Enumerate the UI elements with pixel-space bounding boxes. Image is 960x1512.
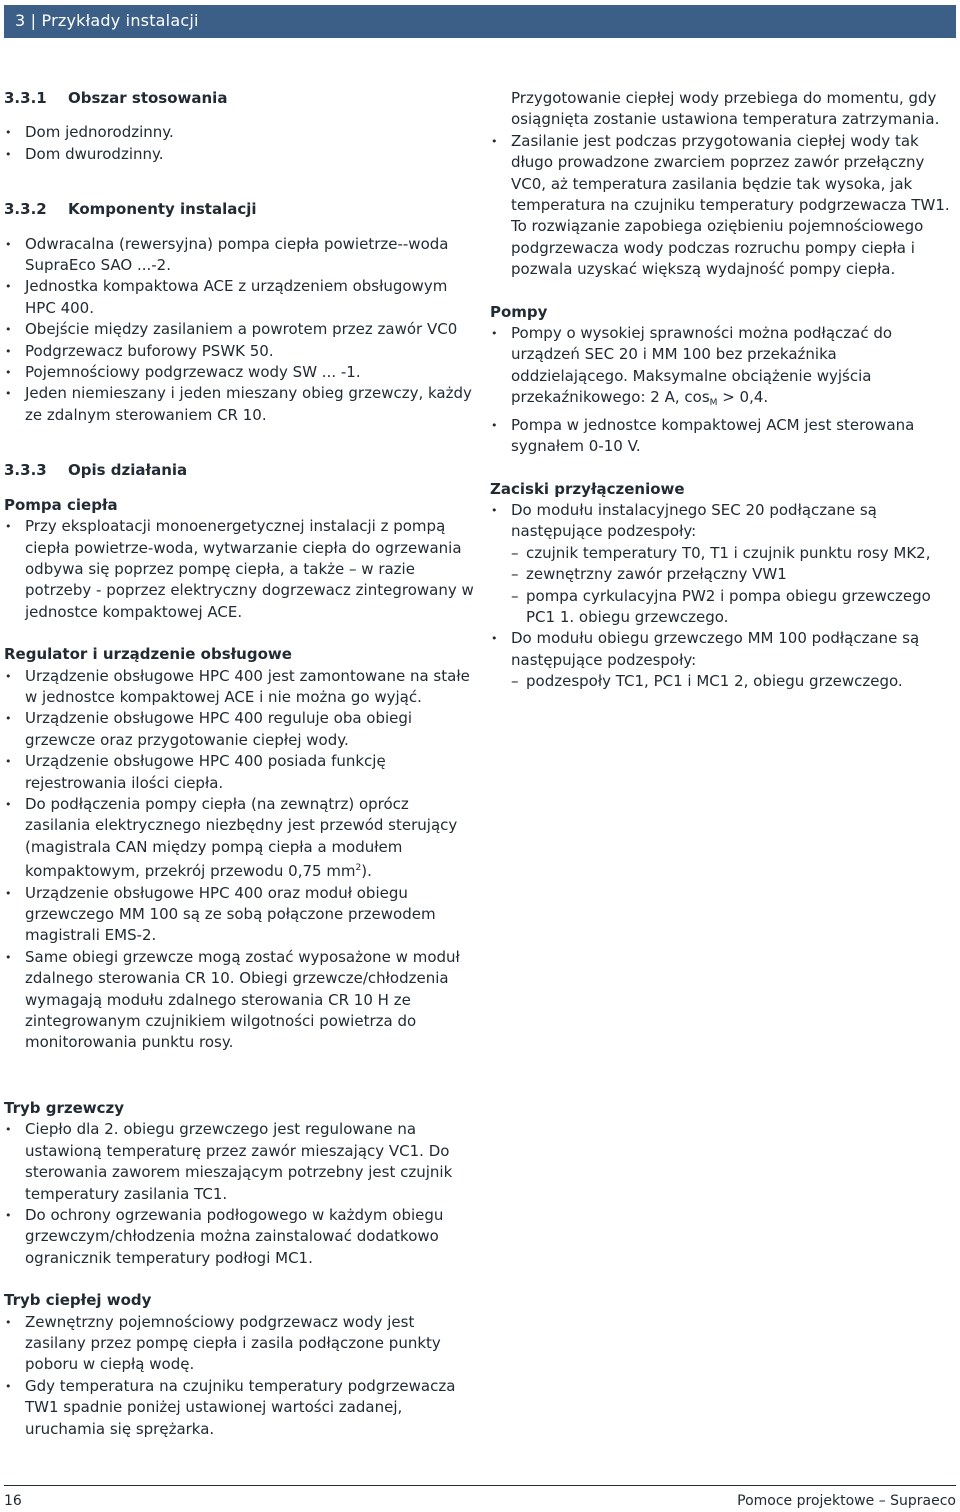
- section-title: Obszar stosowania: [68, 89, 228, 107]
- list-item: • Urządzenie obsługowe HPC 400 oraz moduł obiegu grzewczego MM 100 są ze sobą połączone przewodem magistrali EMS-2.: [4, 883, 474, 947]
- list-item: • Odwracalna (rewersyjna) pompa ciepła powietrze--woda SupraEco SAO ...-2.: [4, 234, 474, 277]
- list-item: • Podgrzewacz buforowy PSWK 50.: [4, 341, 474, 362]
- subheading-hot-water-mode: Tryb ciepłej wody: [4, 1291, 152, 1310]
- section-number: 3.3.2: [4, 200, 47, 219]
- section-heading-3-3-1: [4, 88, 474, 109]
- list-item: • Ciepło dla 2. obiegu grzewczego jest regulowane na ustawioną temperaturę przez zawór mieszający VC1. Do sterowania zaworem mieszającym potrzebny jest czujnik temperatury zasilania TC1.: [4, 1119, 474, 1205]
- heating-mode-list: [4, 1119, 474, 1269]
- sub-list-item: – podzespoły TC1, PC1 i MC1 2, obiegu grzewczego.: [511, 671, 958, 692]
- list-item: • Obejście między zasilaniem a powrotem przez zawór VC0: [4, 319, 474, 340]
- list-item-text-end: > 0,4.: [717, 388, 769, 407]
- application-list: [4, 122, 474, 165]
- subheading-heat-pump: Pompa ciepła: [4, 495, 118, 514]
- subscript: M: [709, 398, 718, 409]
- list-item: • Jednostka kompaktowa ACE z urządzeniem obsługowym HPC 400.: [4, 276, 474, 319]
- list-item: [490, 323, 958, 415]
- sub-list: [511, 543, 958, 629]
- list-item: • Same obiegi grzewcze mogą zostać wyposażone w moduł zdalnego sterowania CR 10. Obiegi grzewcze/chłodzenia wymagają modułu zdalnego sterowania CR 10 H ze zintegrowanym czujnikiem wilgotności powietrza do monitorowania punktu rosy.: [4, 947, 474, 1054]
- superscript: 2: [355, 863, 362, 874]
- list-item: [490, 500, 958, 628]
- subheading-heating-mode: Tryb grzewczy: [4, 1099, 125, 1117]
- list-item-text: Do podłączenia pompy ciepła (na zewnątrz) oprócz zasilania elektrycznego niezbędny jest przewód sterujący (magistrala CAN między pompą ciepła a modułem kompaktowym, przekrój przewodu 0,75 mm: [25, 794, 458, 881]
- footer-doc-title: Pomoce projektowe – Supraeco: [737, 1493, 956, 1509]
- left-column: [4, 88, 474, 1054]
- list-item-text: Pompy o wysokiej sprawności można podłączać do urządzeń SEC 20 i MM 100 bez przekaźnika oddzielającego. Maksymalne obciążenie wyjścia przekaźnikowego: 2 A, cos: [511, 324, 893, 407]
- pumps-list: [490, 323, 958, 457]
- list-item: • Do ochrony ogrzewania podłogowego w każdym obiegu grzewczym/chłodzenia można zainstalować dodatkowo ogranicznik temperatury podłogi MC1.: [4, 1205, 474, 1269]
- footer-divider: [4, 1485, 956, 1486]
- right-column: [490, 88, 958, 693]
- subheading-terminals: Zaciski przyłączeniowe: [490, 479, 685, 498]
- list-item-text-end: ).: [361, 862, 372, 881]
- header-bar: [4, 5, 956, 38]
- list-item: • Urządzenie obsługowe HPC 400 jest zamontowane na stałe w jednostce kompaktowej ACE i nie można go wyjąć.: [4, 666, 474, 709]
- hot-water-mode-list: [4, 1312, 474, 1440]
- sub-list: [511, 671, 958, 692]
- controller-list: [4, 666, 474, 1054]
- section-heading-3-3-3: [4, 460, 474, 481]
- list-item: • Przy eksploatacji monoenergetycznej instalacji z pompą ciepła powietrze-woda, wytwarzanie ciepła do ogrzewania odbywa się poprzez pompę ciepła, a także – w razie potrzeby - poprzez elektryczny dogrzewacz zintegrowany w jednostce kompaktowej ACE.: [4, 516, 474, 623]
- list-item-text: Do modułu instalacyjnego SEC 20 podłączane są następujące podzespoły:: [511, 500, 877, 541]
- list-item: • Pompa w jednostce kompaktowej ACM jest sterowana sygnałem 0-10 V.: [490, 415, 958, 458]
- list-item: • Dom jednorodzinny.: [4, 122, 474, 143]
- list-item: • Gdy temperatura na czujniku temperatury podgrzewacza TW1 spadnie poniżej ustawionej wartości zadanej, uruchamia się sprężarka.: [4, 1376, 474, 1440]
- section-heading-3-3-2: [4, 199, 474, 220]
- bottom-left-column: [4, 1098, 474, 1440]
- section-number: 3.3.3: [4, 461, 47, 480]
- section-number: 3.3.1: [4, 89, 47, 107]
- sub-list-item: – czujnik temperatury T0, T1 i czujnik punktu rosy MK2,: [511, 543, 958, 564]
- terminals-list: [490, 500, 958, 693]
- continuation-text: Przygotowanie ciepłej wody przebiega do momentu, gdy osiągnięta zostanie ustawiona temperatura zatrzymania.: [511, 89, 940, 129]
- heat-pump-list: [4, 516, 474, 623]
- section-title: Komponenty instalacji: [68, 200, 257, 219]
- list-item: • Pojemnościowy podgrzewacz wody SW ... -1.: [4, 362, 474, 383]
- sub-list-item: – pompa cyrkulacyjna PW2 i pompa obiegu grzewczego PC1 1. obiegu grzewczego.: [511, 586, 958, 629]
- list-item: • Zewnętrzny pojemnościowy podgrzewacz wody jest zasilany przez pompę ciepła i zasila podłączone punkty poboru w ciepłą wodę.: [4, 1312, 474, 1376]
- list-item-text: Do modułu obiegu grzewczego MM 100 podłączane są następujące podzespoły:: [511, 629, 920, 669]
- subheading-pumps: Pompy: [490, 302, 548, 321]
- sub-list-item: – zewnętrzny zawór przełączny VW1: [511, 564, 958, 585]
- list-item: • Dom dwurodzinny.: [4, 144, 474, 165]
- header-title: 3 | Przykłady instalacji: [15, 11, 199, 30]
- list-item: • Zasilanie jest podczas przygotowania ciepłej wody tak długo prowadzone zwarciem poprzez zawór przełączny VC0, aż temperatura zasilania będzie tak wysoka, jak temperatura na czujniku temperatury podgrzewacza TW1. To rozwiązanie zapobiega oziębieniu pojemnościowego podgrzewacza wody podczas rozruchu pompy ciepła i pozwala uzyskać większą wydajność pompy ciepła.: [490, 131, 958, 281]
- components-list: [4, 234, 474, 427]
- list-item: [490, 628, 958, 692]
- list-item: • Urządzenie obsługowe HPC 400 reguluje oba obiegi grzewcze oraz przygotowanie ciepłej wody.: [4, 708, 474, 751]
- section-title: Opis działania: [68, 461, 188, 480]
- continuation-list: [490, 131, 958, 281]
- list-item: • Jeden niemieszany i jeden mieszany obieg grzewczy, każdy ze zdalnym sterowaniem CR 10.: [4, 383, 474, 426]
- subheading-controller: Regulator i urządzenie obsługowe: [4, 645, 292, 664]
- list-item: [4, 794, 474, 883]
- list-item: • Urządzenie obsługowe HPC 400 posiada funkcję rejestrowania ilości ciepła.: [4, 751, 474, 794]
- page-number: 16: [4, 1493, 22, 1509]
